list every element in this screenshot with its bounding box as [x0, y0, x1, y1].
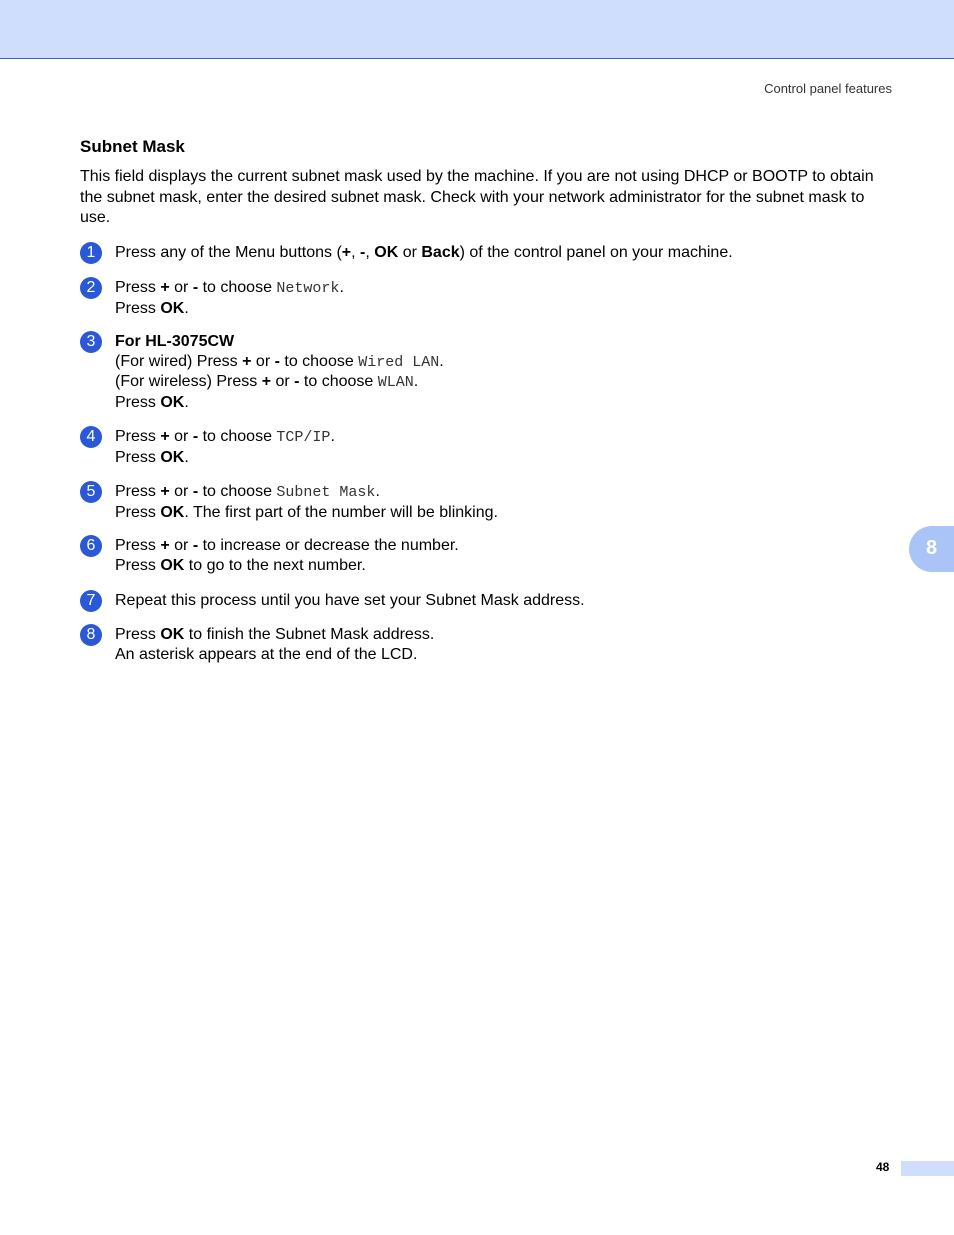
step-line	[115, 299, 895, 319]
step-number-badge: 2	[80, 277, 102, 299]
text: .	[413, 373, 419, 390]
text: Press	[115, 393, 161, 411]
step-line	[115, 352, 895, 373]
step-text	[115, 591, 895, 611]
text: Repeat this process until you have set your Subnet Mask address.	[115, 592, 585, 609]
text: Press	[115, 556, 161, 574]
minus-key: -	[274, 352, 280, 370]
lcd-menu-text: Subnet Mask	[276, 484, 376, 501]
text: An asterisk appears at the end of the LCD.	[115, 645, 418, 663]
step-line	[115, 503, 895, 523]
step-line	[115, 591, 895, 611]
step-number-badge: 8	[80, 624, 102, 646]
step-line	[115, 448, 895, 468]
step-text	[115, 536, 895, 575]
step-line	[115, 645, 895, 665]
text: . The first part of the number will be blinking.	[184, 503, 498, 521]
minus-key: -	[192, 483, 199, 500]
ok-key: OK	[160, 503, 185, 521]
section-title: Subnet Mask	[80, 137, 185, 156]
back-key: Back	[421, 244, 460, 261]
step-line	[115, 372, 895, 393]
step-line	[115, 427, 895, 448]
text: .	[375, 483, 380, 500]
text: to increase or decrease the number.	[198, 537, 459, 554]
step-number-badge: 3	[80, 331, 102, 353]
text: .	[339, 279, 344, 296]
text: or	[251, 352, 275, 370]
text: or	[169, 279, 193, 296]
lcd-menu-text: Network	[276, 280, 340, 297]
text: to choose	[279, 352, 359, 370]
minus-key: -	[192, 428, 199, 445]
header-band	[0, 0, 954, 59]
ok-key: OK	[374, 244, 399, 261]
text: Press	[115, 279, 161, 296]
text: or	[271, 373, 295, 390]
page-number: 48	[876, 1160, 890, 1174]
text: to choose	[198, 428, 277, 445]
model-heading: For HL-3075CW	[115, 333, 235, 350]
plus-key: +	[341, 244, 352, 261]
text: ,	[351, 244, 361, 261]
step-line	[115, 625, 895, 645]
text: to choose	[198, 483, 277, 500]
step-number-badge: 6	[80, 535, 102, 557]
text: or	[169, 483, 193, 500]
step-number-badge: 5	[80, 481, 102, 503]
text: to go to the next number.	[184, 556, 366, 574]
text: to choose	[299, 373, 378, 390]
text: (For wireless) Press	[115, 373, 262, 390]
footer-bar	[901, 1161, 954, 1176]
step-number-badge: 1	[80, 242, 102, 264]
step-text	[115, 278, 895, 318]
text: Press	[115, 537, 161, 554]
plus-key: +	[160, 279, 170, 296]
minus-key: -	[192, 537, 199, 554]
step-text	[115, 427, 895, 467]
running-header: Control panel features	[764, 81, 892, 96]
step-line	[115, 243, 895, 263]
ok-key: OK	[160, 299, 185, 317]
text: Press	[115, 626, 161, 643]
text: to finish the Subnet Mask address.	[184, 626, 435, 643]
lcd-menu-text: TCP/IP	[276, 429, 331, 446]
text: or	[398, 244, 422, 261]
ok-key: OK	[160, 448, 185, 466]
step-line	[115, 536, 895, 556]
plus-key: +	[160, 537, 170, 554]
text: Press	[115, 483, 161, 500]
text: (For wired) Press	[115, 352, 243, 370]
text: Press	[115, 448, 161, 466]
ok-key: OK	[160, 556, 185, 574]
text: or	[169, 428, 193, 445]
plus-key: +	[160, 428, 170, 445]
step-number-badge: 7	[80, 590, 102, 612]
text: Press	[115, 299, 161, 317]
ok-key: OK	[160, 393, 185, 411]
text: ,	[365, 244, 375, 261]
plus-key: +	[261, 373, 272, 390]
text: .	[184, 393, 189, 411]
minus-key: -	[360, 244, 366, 261]
step-text	[115, 625, 895, 664]
minus-key: -	[294, 373, 300, 390]
minus-key: -	[192, 279, 199, 296]
chapter-number: 8	[926, 537, 938, 559]
step-text	[115, 482, 895, 522]
chapter-tab	[909, 526, 954, 572]
step-line	[115, 556, 895, 576]
lcd-menu-text: WLAN	[377, 374, 414, 391]
text: .	[184, 299, 189, 317]
lcd-menu-text: Wired LAN	[358, 353, 440, 371]
intro-paragraph: This field displays the current subnet mask used by the machine. If you are not using DHCP or BOOTP to obtain the subnet mask, enter the desired subnet mask. Check with your network administrator for the subnet mask to use.	[80, 168, 874, 226]
step-line	[115, 278, 895, 299]
step-number-badge: 4	[80, 426, 102, 448]
text: Press	[115, 428, 161, 445]
text: or	[169, 537, 193, 554]
text: ) of the control panel on your machine.	[459, 244, 733, 261]
ok-key: OK	[160, 626, 185, 643]
step-text	[115, 332, 895, 412]
text: Press	[115, 503, 161, 521]
text: .	[330, 428, 335, 445]
text: to choose	[198, 279, 277, 296]
text: .	[439, 352, 444, 370]
step-line	[115, 482, 895, 503]
step-text	[115, 243, 895, 263]
step-line	[115, 393, 895, 413]
plus-key: +	[242, 352, 252, 370]
text: Press any of the Menu buttons (	[115, 244, 342, 261]
plus-key: +	[160, 483, 170, 500]
text: .	[184, 448, 189, 466]
